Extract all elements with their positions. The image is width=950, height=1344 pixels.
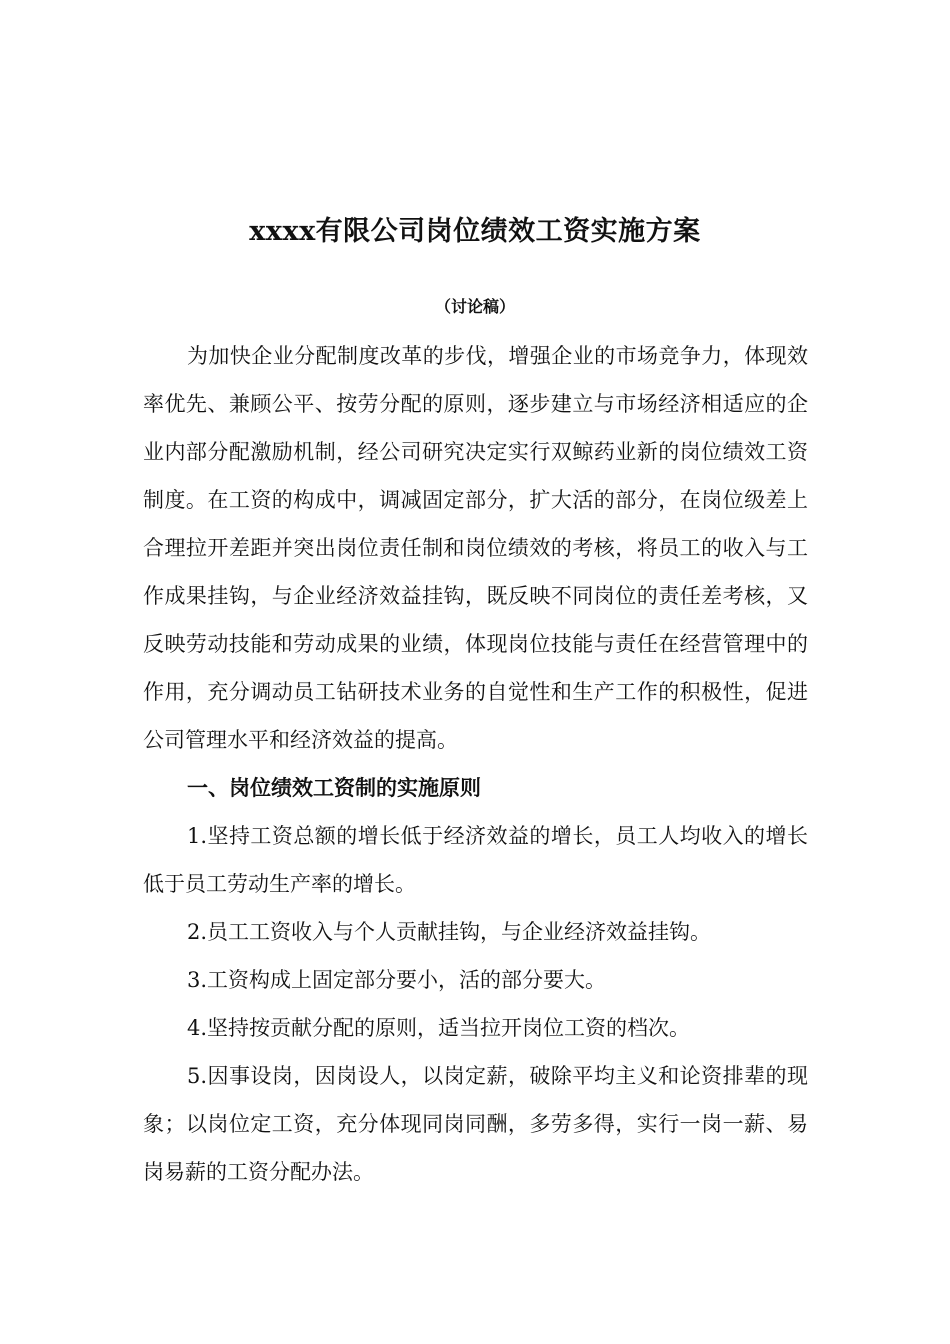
principle-item: 2.员工工资收入与个人贡献挂钩，与企业经济效益挂钩。 bbox=[187, 920, 712, 944]
document-title: xxxx有限公司岗位绩效工资实施方案 bbox=[249, 216, 701, 247]
principle-item: 4.坚持按贡献分配的原则，适当拉开岗位工资的档次。 bbox=[187, 1016, 691, 1040]
document-body bbox=[143, 332, 808, 1196]
principle-item: 1.坚持工资总额的增长低于经济效益的增长，员工人均收入的增长低于员工劳动生产率的增长。 bbox=[143, 824, 808, 896]
principle-item: 3.工资构成上固定部分要小，活的部分要大。 bbox=[187, 968, 607, 992]
document-subtitle: （讨论稿） bbox=[434, 297, 515, 316]
section-heading: 一、岗位绩效工资制的实施原则 bbox=[187, 775, 481, 800]
principle-item: 5.因事设岗，因岗设人，以岗定薪，破除平均主义和论资排辈的现象；以岗位定工资，充分体现同岗同酬，多劳多得，实行一岗一薪、易岗易薪的工资分配办法。 bbox=[143, 1064, 808, 1184]
intro-paragraph: 为加快企业分配制度改革的步伐，增强企业的市场竞争力，体现效率优先、兼顾公平、按劳分配的原则，逐步建立与市场经济相适应的企业内部分配激励机制，经公司研究决定实行双鲸药业新的岗位绩效工资制度。在工资的构成中，调减固定部分，扩大活的部分，在岗位级差上合理拉开差距并突出岗位责任制和岗位绩效的考核，将员工的收入与工作成果挂钩，与企业经济效益挂钩，既反映不同岗位的责任差考核，又反映劳动技能和劳动成果的业绩，体现岗位技能与责任在经营管理中的作用，充分调动员工钻研技术业务的自觉性和生产工作的积极性，促进公司管理水平和经济效益的提高。 bbox=[143, 344, 808, 752]
